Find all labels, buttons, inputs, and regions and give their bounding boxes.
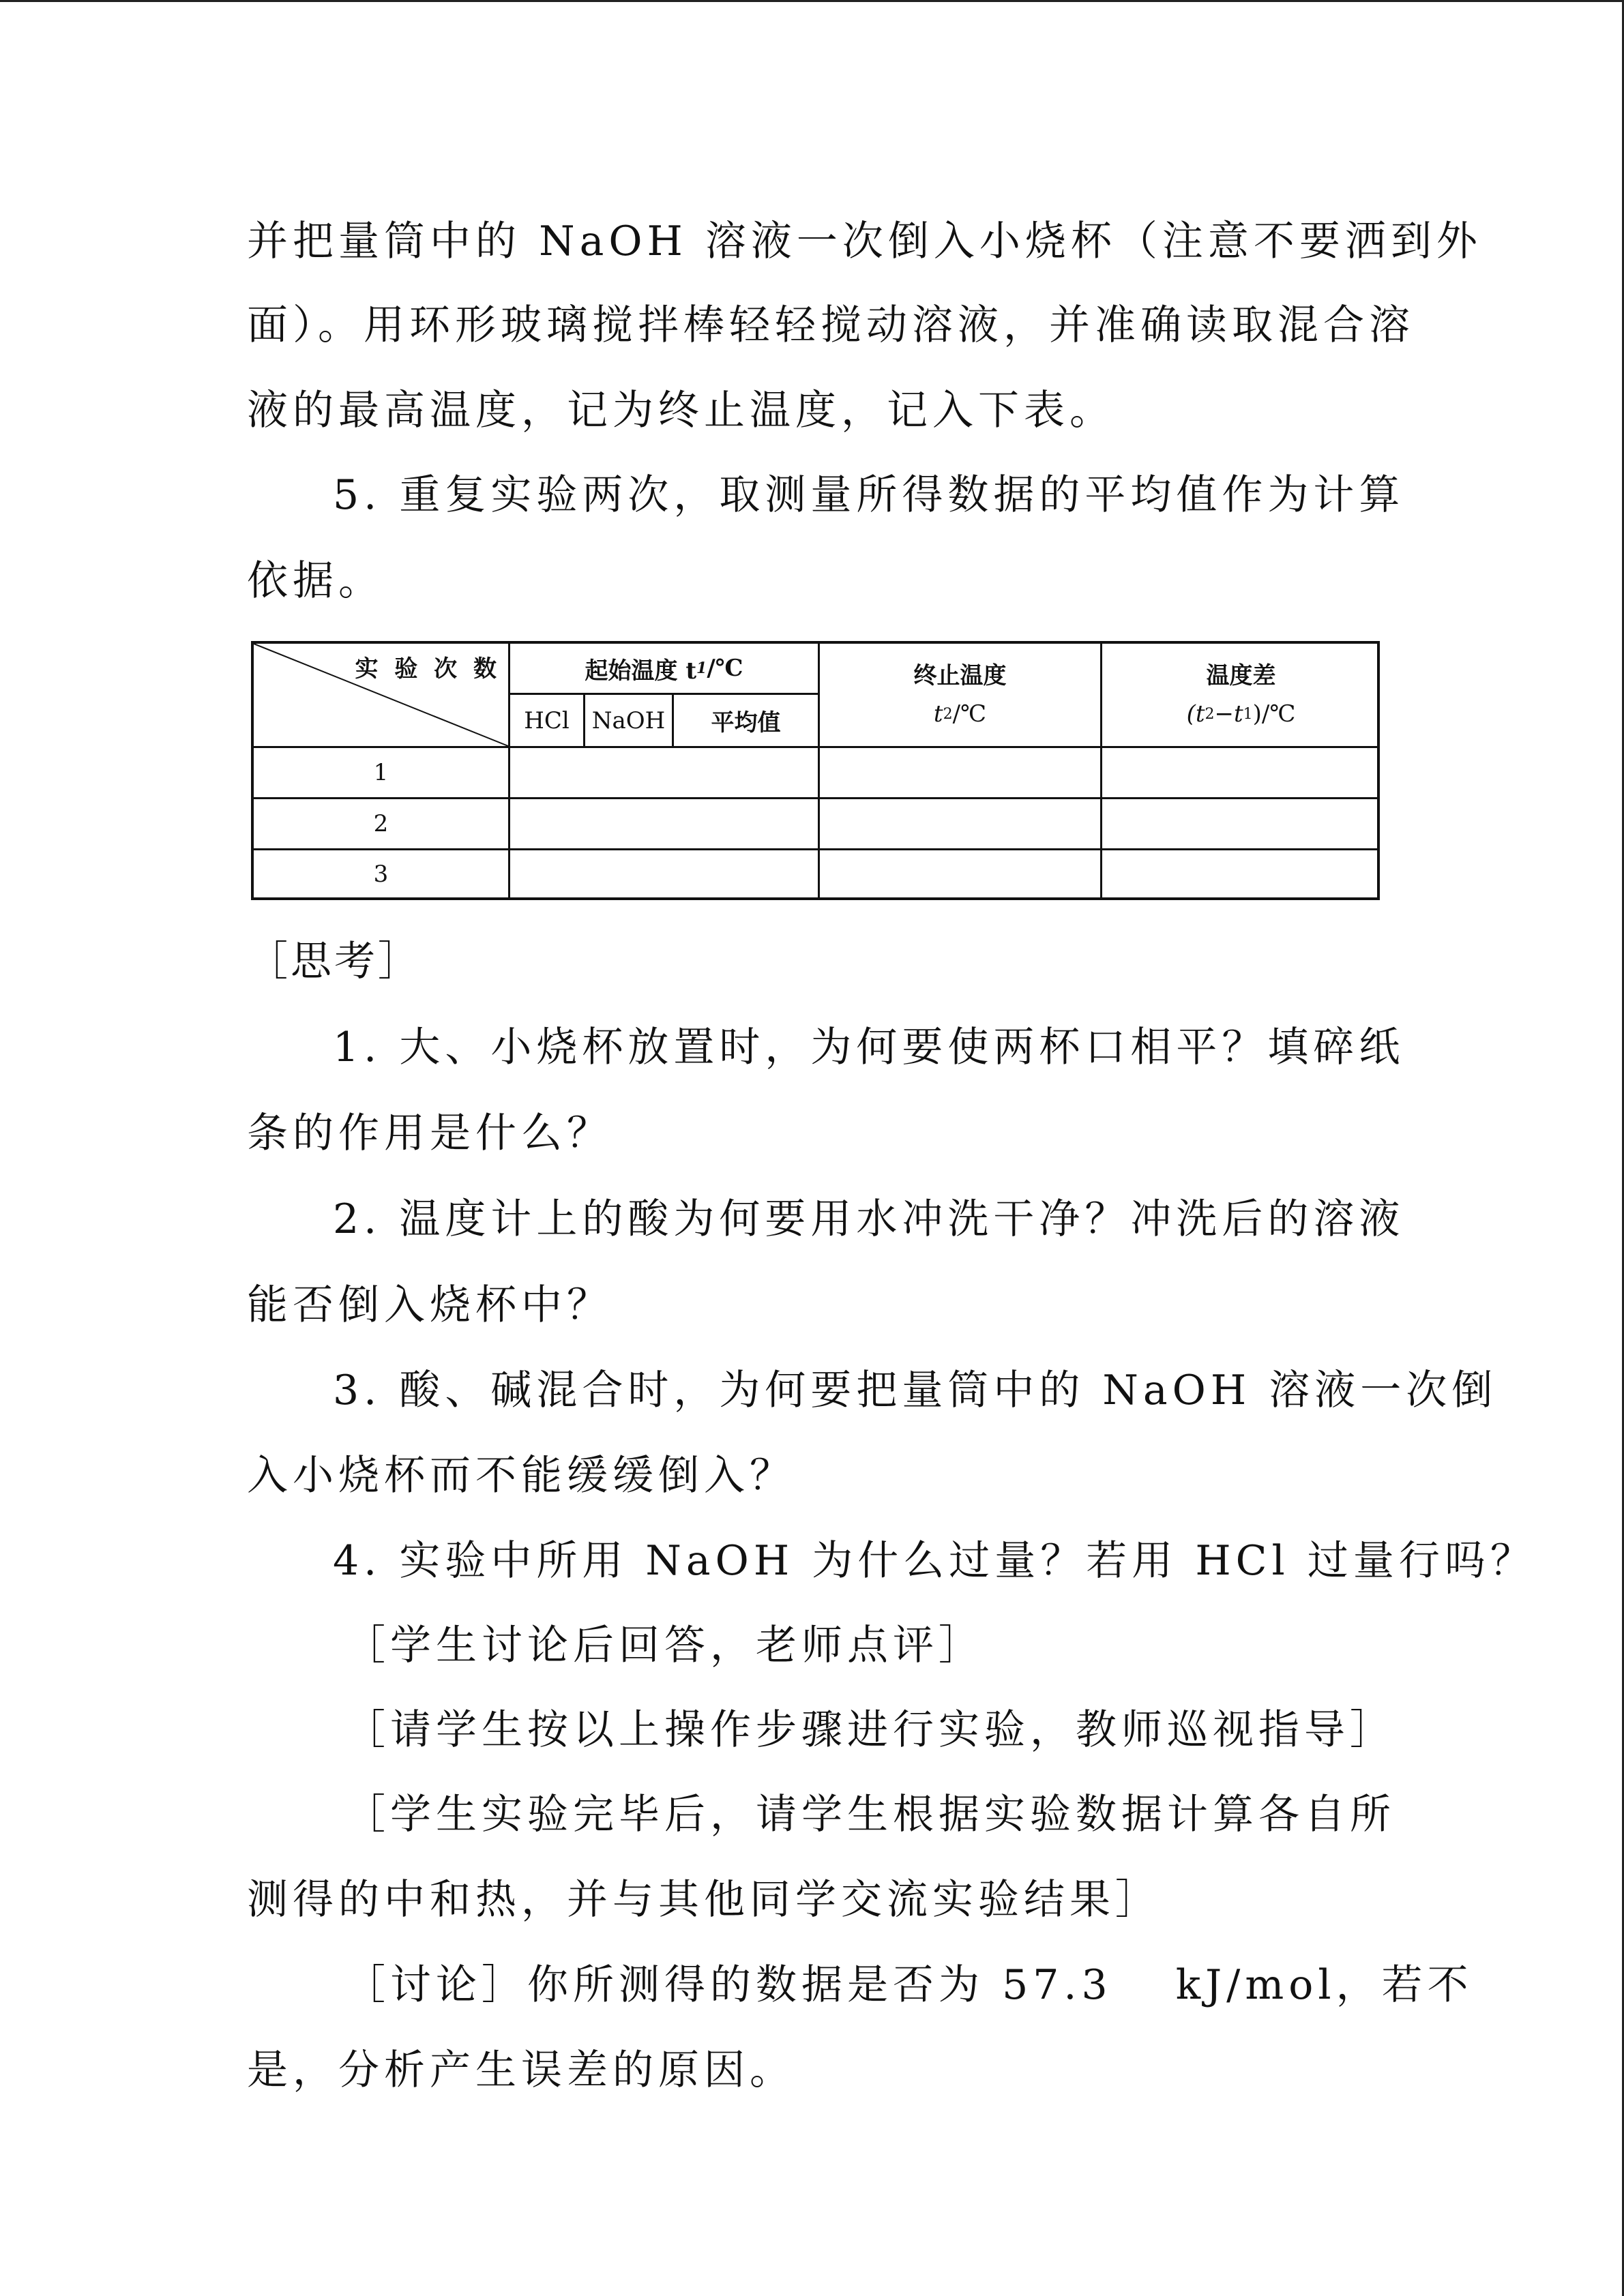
paragraph-line: 并把量筒中的 NaOH 溶液一次倒入小烧杯（注意不要洒到外 [247, 218, 1482, 265]
header-end-temp-sub: 2 [943, 705, 953, 723]
question-line: 3. 酸、碱混合时，为何要把量筒中的 NaOH 溶液一次倒 [333, 1367, 1498, 1414]
header-end-temp-unit-text: /℃ [952, 700, 987, 728]
header-end-temp-var: t [933, 700, 943, 728]
paragraph-line: 5. 重复实验两次，取测量所得数据的平均值作为计算 [333, 471, 1405, 519]
question-line: 入小烧杯而不能缓缓倒入？ [247, 1452, 795, 1500]
paragraph-line: 液的最高温度，记为终止温度，记入下表。 [247, 387, 1115, 434]
experiment-table [251, 641, 1380, 900]
question-line: 能否倒入烧杯中？ [247, 1281, 612, 1329]
diff-sub2: 2 [1205, 705, 1215, 723]
question-line: 1. 大、小烧杯放置时，为何要使两杯口相平？填碎纸 [333, 1024, 1405, 1071]
header-start-temp-label: 起始温度 t [585, 657, 697, 685]
header-temp-diff: 温度差 [1206, 661, 1276, 689]
note-line: ［讨论］你所测得的数据是否为 57.3 kJ/mol，若不 [344, 1961, 1473, 2009]
diff-open: (t [1186, 700, 1205, 728]
header-temp-diff-formula [1102, 697, 1380, 731]
header-end-temp: 终止温度 [913, 661, 1007, 689]
header-naoh: NaOH [591, 706, 666, 734]
note-line: ［学生实验完毕后，请学生根据实验数据计算各自所 [344, 1791, 1396, 1838]
think-heading: ［思考］ [247, 938, 422, 985]
table-row-label: 1 [373, 759, 389, 786]
header-hcl: HCl [524, 706, 570, 734]
question-line: 4. 实验中所用 NaOH 为什么过量？若用 HCl 过量行吗？ [333, 1537, 1536, 1585]
paragraph-line: 面）。用环形玻璃搅拌棒轻轻搅动溶液，并准确读取混合溶 [247, 301, 1415, 349]
paragraph-line: 依据。 [247, 557, 384, 605]
note-line: 是，分析产生误差的原因。 [247, 2046, 795, 2094]
header-average: 平均值 [711, 709, 781, 736]
diff-mid: −t [1214, 700, 1243, 728]
note-line: ［请学生按以上操作步骤进行实验，教师巡视指导］ [344, 1706, 1396, 1754]
note-line: ［学生讨论后回答，老师点评］ [344, 1622, 984, 1669]
header-start-temp [510, 644, 818, 693]
header-start-temp-unit: /℃ [707, 655, 743, 682]
question-line: 2. 温度计上的酸为何要用水冲洗干净？冲洗后的溶液 [333, 1195, 1405, 1243]
question-line: 条的作用是什么？ [247, 1109, 612, 1157]
header-end-temp-unit [820, 697, 1100, 731]
table-row-label: 3 [373, 861, 389, 888]
diff-close: )/℃ [1252, 700, 1296, 728]
header-start-temp-sub: 1 [696, 659, 707, 677]
top-border [0, 0, 1624, 2]
diff-sub1: 1 [1243, 705, 1253, 723]
header-trial-count: 实 验 次 数 [355, 655, 501, 683]
table-row-label: 2 [373, 810, 389, 837]
note-line: 测得的中和热，并与其他同学交流实验结果］ [247, 1876, 1161, 1924]
